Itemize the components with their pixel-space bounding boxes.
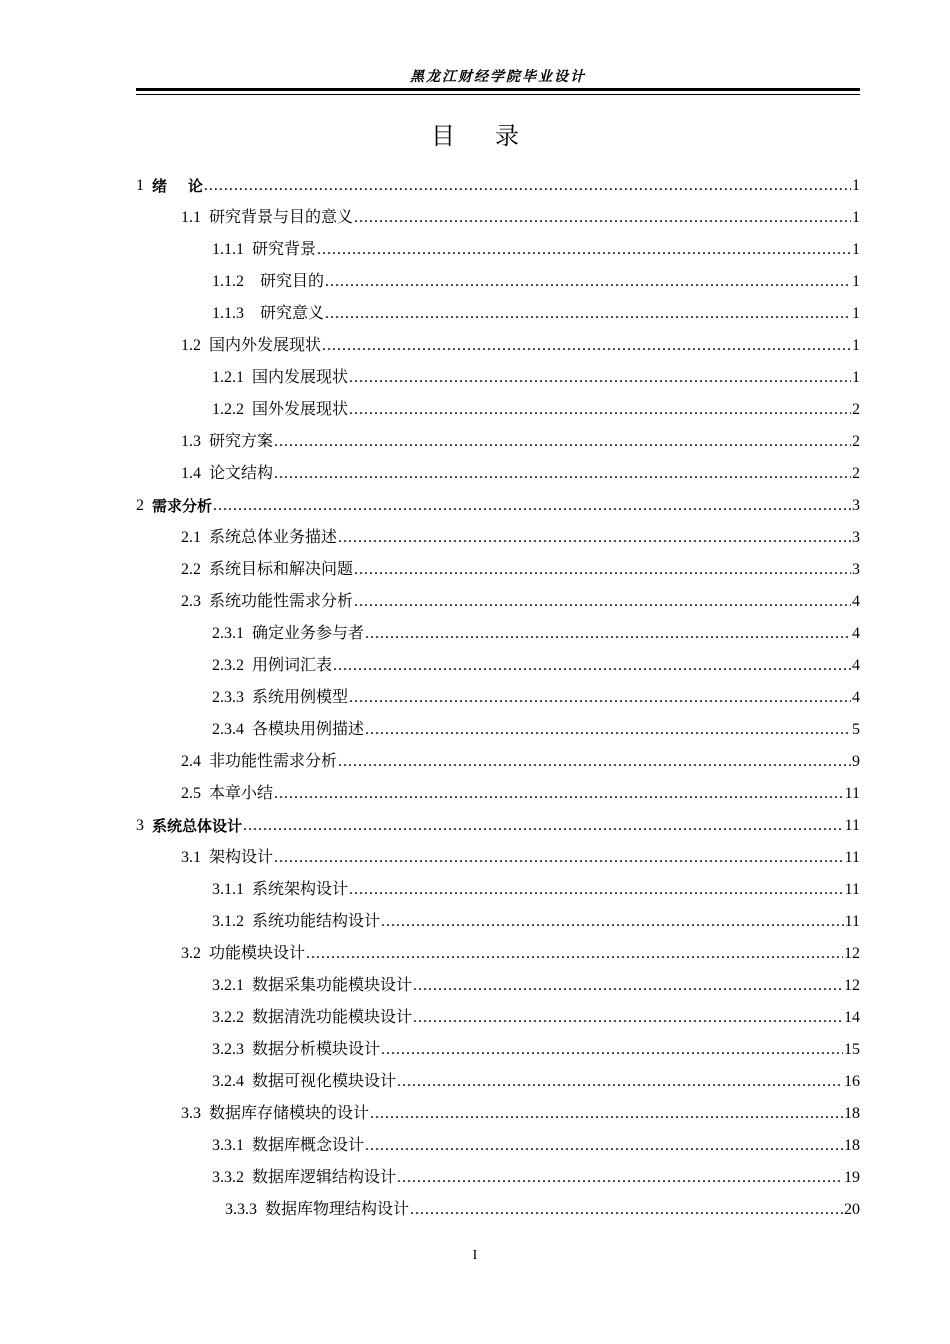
toc-entry-number: 3.3.3 <box>225 1201 257 1218</box>
toc-entry[interactable] <box>136 746 860 778</box>
toc-leader-dots <box>322 330 851 362</box>
toc-entry-page: 5 <box>852 721 860 738</box>
toc-entry-page: 19 <box>844 1169 860 1186</box>
toc-entry-number: 2.1 <box>181 529 201 546</box>
toc-entry-number: 3.3 <box>181 1105 201 1122</box>
toc-entry-page: 11 <box>844 881 860 898</box>
toc-entry-number: 3 <box>136 817 144 834</box>
toc-leader-dots <box>397 1066 843 1098</box>
toc-entry-label: 系统目标和解决问题 <box>209 561 354 578</box>
toc-leader-dots <box>213 490 851 522</box>
toc-entry-page: 11 <box>844 849 860 866</box>
toc-entry[interactable] <box>136 586 860 618</box>
toc-entry-number: 2.3.4 <box>212 721 244 738</box>
toc-entry[interactable] <box>136 778 860 810</box>
toc-leader-dots <box>354 202 851 234</box>
toc-entry-label: 系统架构设计 <box>252 881 349 898</box>
toc-entry-label: 研究背景与目的意义 <box>209 209 354 226</box>
toc-entry-number: 2.4 <box>181 753 201 770</box>
toc-entry-label: 数据清洗功能模块设计 <box>252 1009 413 1026</box>
toc-entry[interactable] <box>136 842 860 874</box>
toc-entry-label: 国外发展现状 <box>252 401 349 418</box>
toc-entry-number: 1.4 <box>181 465 201 482</box>
toc-entry[interactable] <box>136 394 860 426</box>
toc-entry-label: 非功能性需求分析 <box>209 753 338 770</box>
toc-entry[interactable] <box>136 1130 860 1162</box>
toc-entry[interactable] <box>136 458 860 490</box>
toc-entry-number: 2.3.2 <box>212 657 244 674</box>
toc-entry[interactable] <box>136 874 860 906</box>
toc-entry[interactable] <box>136 330 860 362</box>
toc-leader-dots <box>338 522 851 554</box>
toc-entry-label: 系统总体业务描述 <box>209 529 338 546</box>
toc-leader-dots <box>413 970 843 1002</box>
toc-entry-page: 2 <box>852 465 860 482</box>
toc-entry-label: 架构设计 <box>209 849 274 866</box>
toc-leader-dots <box>349 682 851 714</box>
toc-leader-dots <box>325 298 851 330</box>
toc-entry-page: 1 <box>852 369 860 386</box>
toc-entry-number: 3.2.1 <box>212 977 244 994</box>
toc-entry-page: 11 <box>844 913 860 930</box>
toc-entry-page: 1 <box>852 305 860 322</box>
running-header: 黑龙江财经学院毕业设计 <box>410 69 586 85</box>
toc-entry-number: 3.2.2 <box>212 1009 244 1026</box>
toc-entry-label: 需求分析 <box>152 497 213 515</box>
toc-entry-label: 数据库物理结构设计 <box>265 1201 410 1218</box>
toc-entry-number: 1.2.2 <box>212 401 244 418</box>
toc-entry-label: 数据库逻辑结构设计 <box>252 1169 397 1186</box>
toc-entry-number: 2 <box>136 497 144 514</box>
toc-leader-dots <box>365 618 851 650</box>
toc-entry[interactable] <box>136 298 860 330</box>
toc-entry[interactable] <box>136 522 860 554</box>
toc-entry-label: 数据分析模块设计 <box>252 1041 381 1058</box>
toc-leader-dots <box>274 458 851 490</box>
toc-entry-number: 1 <box>136 177 144 194</box>
toc-leader-dots <box>397 1162 843 1194</box>
toc-entry-number: 3.3.2 <box>212 1169 244 1186</box>
toc-entry-page: 18 <box>844 1137 860 1154</box>
page-number: I <box>472 1248 478 1263</box>
toc-entry-page: 4 <box>852 593 860 610</box>
toc-entry-number: 2.3.3 <box>212 689 244 706</box>
toc-leader-dots <box>349 362 851 394</box>
toc-leader-dots <box>370 1098 843 1130</box>
toc-leader-dots <box>274 426 851 458</box>
toc-entry-label: 本章小结 <box>209 785 274 802</box>
toc-entry-page: 4 <box>852 657 860 674</box>
toc-leader-dots <box>354 554 851 586</box>
toc-title: 目录 <box>431 122 559 150</box>
toc-leader-dots <box>338 746 851 778</box>
toc-entry-page: 1 <box>852 241 860 258</box>
toc-leader-dots <box>204 170 851 202</box>
toc-entry[interactable] <box>136 490 860 522</box>
toc-entry[interactable] <box>136 426 860 458</box>
toc-entry-label: 数据库存储模块的设计 <box>209 1105 370 1122</box>
toc-entry-page: 11 <box>844 817 860 834</box>
toc-leader-dots <box>243 810 844 842</box>
toc-entry-label: 研究意义 <box>252 305 325 322</box>
toc-entry-page: 2 <box>852 401 860 418</box>
toc-entry[interactable] <box>136 810 860 842</box>
toc-entry-page: 3 <box>852 561 860 578</box>
toc-leader-dots <box>381 1034 843 1066</box>
toc-entry-label: 确定业务参与者 <box>252 625 365 642</box>
toc-leader-dots <box>274 778 844 810</box>
toc-leader-dots <box>365 1130 843 1162</box>
toc-leader-dots <box>333 650 851 682</box>
toc-entry-page: 14 <box>844 1009 860 1026</box>
toc-entry-number: 1.1.3 <box>212 305 244 322</box>
toc-entry[interactable] <box>136 170 860 202</box>
toc-entry-label: 数据库概念设计 <box>252 1137 365 1154</box>
toc-entry[interactable] <box>136 938 860 970</box>
toc-entry[interactable] <box>136 1194 860 1226</box>
toc-entry[interactable] <box>136 650 860 682</box>
toc-entry-number: 1.2.1 <box>212 369 244 386</box>
toc-leader-dots <box>349 394 851 426</box>
toc-entry-number: 3.2 <box>181 945 201 962</box>
toc-entry-label: 研究方案 <box>209 433 274 450</box>
toc-entry-label: 论文结构 <box>209 465 274 482</box>
toc-entry[interactable] <box>136 1066 860 1098</box>
toc-leader-dots <box>349 874 844 906</box>
toc-entry-label: 系统功能性需求分析 <box>209 593 354 610</box>
toc-entry[interactable] <box>136 202 860 234</box>
toc-entry-page: 9 <box>852 753 860 770</box>
toc-entry-label: 研究背景 <box>252 241 317 258</box>
toc-entry-page: 4 <box>852 689 860 706</box>
toc-entry-page: 4 <box>852 625 860 642</box>
toc-entry-label: 数据采集功能模块设计 <box>252 977 413 994</box>
toc-entry-page: 1 <box>852 337 860 354</box>
toc-entry-page: 3 <box>852 497 860 514</box>
toc-entry-number: 3.2.3 <box>212 1041 244 1058</box>
toc-entry-label: 绪 论 <box>152 177 203 195</box>
toc-entry-page: 20 <box>844 1201 860 1218</box>
header-rule-thick <box>136 88 860 91</box>
toc-entry-page: 1 <box>852 177 860 194</box>
toc-leader-dots <box>317 234 851 266</box>
toc-entry-page: 18 <box>844 1105 860 1122</box>
toc-entry[interactable] <box>136 1002 860 1034</box>
toc-entry-number: 3.3.1 <box>212 1137 244 1154</box>
table-of-contents <box>136 170 860 1226</box>
toc-entry[interactable] <box>136 618 860 650</box>
toc-entry[interactable] <box>136 234 860 266</box>
toc-entry-label: 国内外发展现状 <box>209 337 322 354</box>
toc-entry[interactable] <box>136 1034 860 1066</box>
toc-entry-label: 系统用例模型 <box>252 689 349 706</box>
toc-entry-page: 2 <box>852 433 860 450</box>
toc-entry-number: 1.3 <box>181 433 201 450</box>
toc-leader-dots <box>365 714 851 746</box>
toc-entry-number: 3.1.1 <box>212 881 244 898</box>
toc-leader-dots <box>410 1194 843 1226</box>
toc-entry-number: 2.3 <box>181 593 201 610</box>
toc-entry[interactable] <box>136 1162 860 1194</box>
toc-leader-dots <box>381 906 844 938</box>
toc-entry-number: 2.2 <box>181 561 201 578</box>
toc-entry-number: 2.3.1 <box>212 625 244 642</box>
toc-entry-number: 1.2 <box>181 337 201 354</box>
toc-leader-dots <box>306 938 843 970</box>
toc-entry[interactable] <box>136 970 860 1002</box>
toc-leader-dots <box>325 266 851 298</box>
toc-entry-page: 12 <box>844 977 860 994</box>
toc-entry[interactable] <box>136 682 860 714</box>
toc-entry-number: 1.1.1 <box>212 241 244 258</box>
toc-entry-page: 16 <box>844 1073 860 1090</box>
toc-entry-number: 1.1.2 <box>212 273 244 290</box>
toc-entry-number: 1.1 <box>181 209 201 226</box>
header-rule-thin <box>136 94 860 95</box>
toc-entry-page: 1 <box>852 209 860 226</box>
toc-entry-number: 3.1.2 <box>212 913 244 930</box>
toc-entry-number: 3.2.4 <box>212 1073 244 1090</box>
toc-entry-page: 3 <box>852 529 860 546</box>
toc-entry-page: 12 <box>844 945 860 962</box>
toc-entry[interactable] <box>136 1098 860 1130</box>
toc-entry[interactable] <box>136 362 860 394</box>
toc-entry-page: 1 <box>852 273 860 290</box>
toc-entry-page: 11 <box>844 785 860 802</box>
toc-entry-label: 用例词汇表 <box>252 657 333 674</box>
toc-entry-page: 15 <box>844 1041 860 1058</box>
toc-entry[interactable] <box>136 906 860 938</box>
toc-leader-dots <box>354 586 851 618</box>
toc-entry-label: 系统总体设计 <box>152 817 243 835</box>
toc-entry-label: 各模块用例描述 <box>252 721 365 738</box>
toc-entry-label: 系统功能结构设计 <box>252 913 381 930</box>
toc-entry-label: 研究目的 <box>252 273 325 290</box>
toc-leader-dots <box>274 842 844 874</box>
toc-leader-dots <box>413 1002 843 1034</box>
toc-entry[interactable] <box>136 554 860 586</box>
toc-entry-number: 2.5 <box>181 785 201 802</box>
toc-entry[interactable] <box>136 714 860 746</box>
toc-entry-number: 3.1 <box>181 849 201 866</box>
toc-entry[interactable] <box>136 266 860 298</box>
toc-entry-label: 数据可视化模块设计 <box>252 1073 397 1090</box>
toc-entry-label: 国内发展现状 <box>252 369 349 386</box>
toc-entry-label: 功能模块设计 <box>209 945 306 962</box>
